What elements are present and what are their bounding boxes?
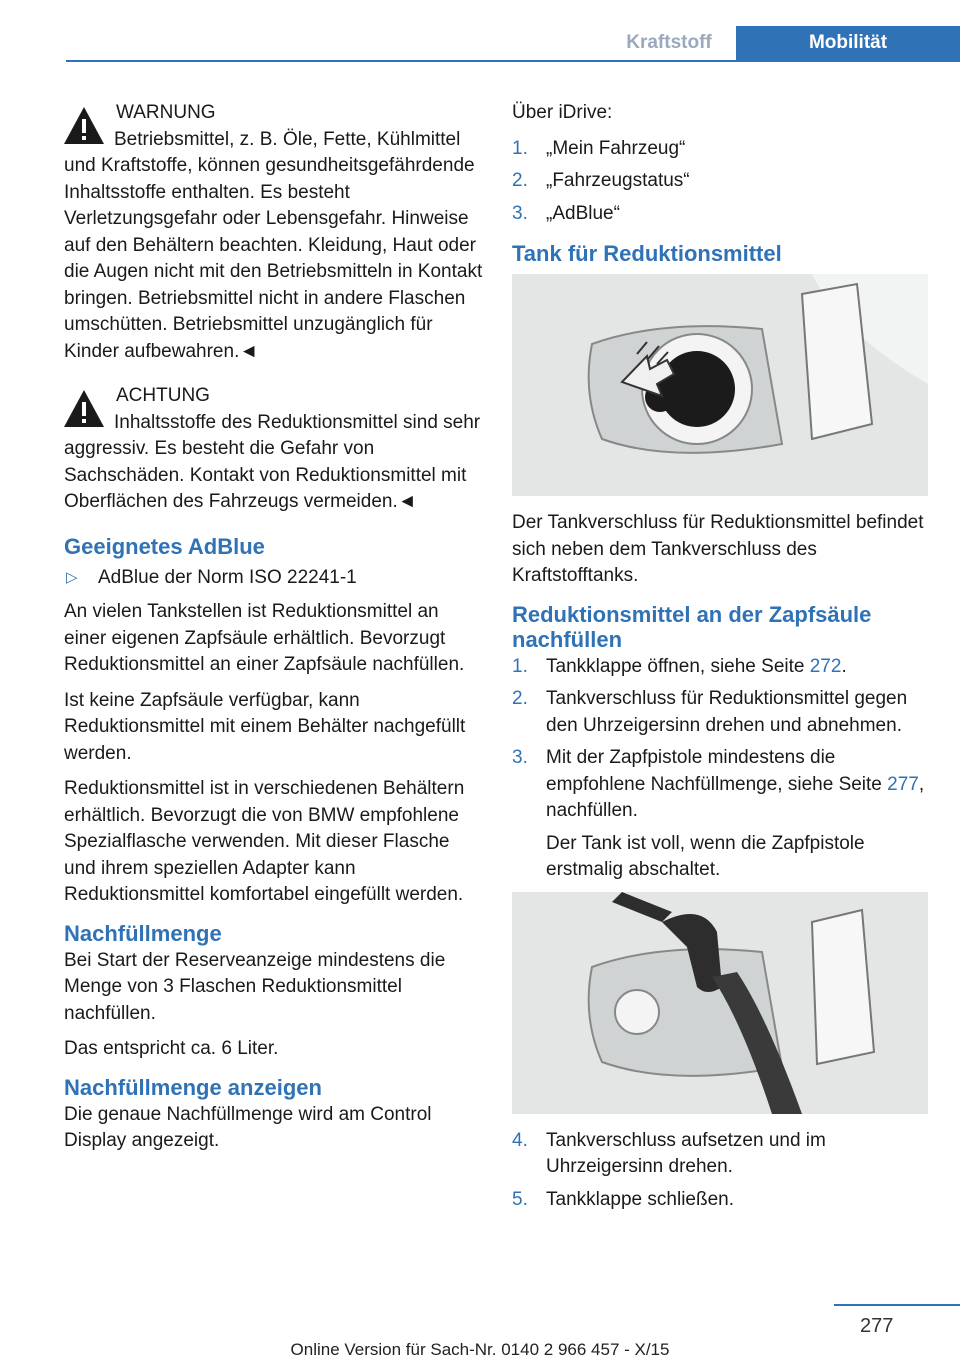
bullet-text: AdBlue der Norm ISO 22241-1: [98, 566, 357, 588]
list-text: Tankklappe schließen.: [546, 1188, 734, 1210]
footer-text: Online Version für Sach-Nr. 0140 2 966 457 - X/15: [290, 1340, 670, 1359]
list-text: „Fahrzeugstatus“: [546, 170, 690, 191]
list-text: „AdBlue“: [546, 202, 620, 224]
list-number: 1.: [512, 655, 528, 677]
left-column: [64, 100, 484, 1164]
list-number: 2.: [512, 170, 528, 191]
header-tab-section: Kraftstoff: [604, 26, 734, 60]
list-text: „Mein Fahrzeug“: [546, 137, 686, 159]
page-ref-link[interactable]: 272: [809, 655, 842, 677]
warning-title: WARNUNG: [116, 102, 216, 123]
caution-box: [64, 383, 484, 516]
caution-triangle-icon: [62, 387, 106, 431]
section-title-nachfuellmenge-anzeigen: Nachfüllmenge anzeigen: [64, 1074, 322, 1100]
paragraph: Reduktionsmittel ist in verschiedenen Behältern erhältlich. Bevorzugt die von BMW empfohlene Spezialflasche verwenden. Mit dieser Flasche und ihrem speziellen Adapter kann Reduktionsmittel komfortabel eingefüllt werden.: [64, 778, 465, 905]
warning-text: Betriebsmittel, z. B. Öle, Fette, Kühlmittel und Kraftstoffe, können gesundheitsgefährdende Inhaltsstoffe enthalten. Es besteht Verletzungsgefahr oder Lebensgefahr. Hinweise auf den Behältern beachten. Kleidung, Haut oder die Augen nicht mit den Betriebsmitteln in Kontakt bringen. Betriebsmittel nicht in andere Flaschen umschütten. Betriebsmittel unzugänglich für Kinder aufbewahren.◄: [64, 128, 483, 362]
list-item: [512, 168, 930, 195]
bullet-item: [64, 565, 484, 592]
page-number-rule: [834, 1304, 960, 1306]
list-text-after: , nachfüllen.: [546, 773, 925, 821]
refill-steps-list: [512, 654, 930, 884]
list-number: 2.: [512, 688, 528, 709]
list-item: [512, 745, 930, 884]
section-title-nachfuellmenge: Nachfüllmenge: [64, 920, 222, 946]
caution-title: ACHTUNG: [116, 385, 210, 406]
section-title-zapfsaeule: Reduktionsmittel an der Zapfsäule nachfüllen: [512, 601, 872, 652]
list-text: Mit der Zapfpistole mindestens die empfohlene Nachfüllmenge, siehe Seite: [546, 747, 888, 795]
paragraph: An vielen Tankstellen ist Reduktionsmittel an einer eigenen Zapfsäule erhältlich. Bevorzugt Reduktionsmittel an einer Zapfsäule nachfüllen.: [64, 601, 465, 675]
list-number: 1.: [512, 137, 528, 159]
step-note: Der Tank ist voll, wenn die Zapfpistole erstmalig abschaltet.: [546, 832, 865, 880]
section-title-geeignetes-adblue: Geeignetes AdBlue: [64, 533, 265, 559]
warning-triangle-icon: [62, 104, 106, 148]
section-title-tank: Tank für Reduktionsmittel: [512, 241, 782, 266]
header-tab-chapter: Mobilität: [736, 26, 960, 60]
list-item: [512, 686, 930, 739]
header-rule: [66, 60, 960, 62]
tank-cap-illustration: [512, 274, 928, 496]
list-text-after: .: [841, 655, 847, 677]
warning-box: [64, 100, 484, 365]
list-text: Tankklappe öffnen, siehe Seite: [546, 655, 810, 677]
refill-nozzle-illustration: [512, 892, 928, 1114]
list-item: [512, 136, 930, 163]
idrive-menu-path: [512, 136, 930, 228]
bullet-triangle-icon: ▷: [66, 568, 78, 586]
caution-text: Inhaltsstoffe des Reduktionsmittel sind sehr aggressiv. Es besteht die Gefahr von Sachschäden. Kontakt von Reduktionsmittel mit Oberflächen des Fahrzeugs vermeiden.◄: [64, 411, 481, 512]
list-item: [512, 1128, 930, 1181]
page-number: 277: [860, 1315, 894, 1337]
list-item: [512, 654, 930, 681]
list-item: [512, 201, 930, 228]
refill-steps-list-continued: [512, 1128, 930, 1214]
idrive-intro: Über iDrive:: [512, 102, 613, 123]
list-number: 4.: [512, 1129, 528, 1151]
paragraph: Die genaue Nachfüllmenge wird am Control Display angezeigt.: [64, 1103, 432, 1151]
list-text: Tankverschluss aufsetzen und im Uhrzeigersinn drehen.: [546, 1129, 826, 1177]
list-number: 5.: [512, 1188, 528, 1210]
list-item: [512, 1187, 930, 1214]
paragraph: Bei Start der Reserveanzeige mindestens die Menge von 3 Flaschen Reduktionsmittel nachfüllen.: [64, 949, 446, 1024]
paragraph: Der Tankverschluss für Reduktionsmittel befindet sich neben dem Tankverschluss des Kraftstofftanks.: [512, 512, 924, 586]
list-text: Tankverschluss für Reduktionsmittel gegen den Uhrzeigersinn drehen und abnehmen.: [546, 688, 908, 736]
paragraph: Ist keine Zapfsäule verfügbar, kann Reduktionsmittel mit einem Behälter nachgefüllt werden.: [64, 689, 466, 764]
paragraph: Das entspricht ca. 6 Liter.: [64, 1038, 279, 1059]
page-ref-link[interactable]: 277: [887, 773, 919, 795]
list-number: 3.: [512, 747, 528, 768]
right-column: [512, 100, 930, 1221]
list-number: 3.: [512, 202, 528, 224]
